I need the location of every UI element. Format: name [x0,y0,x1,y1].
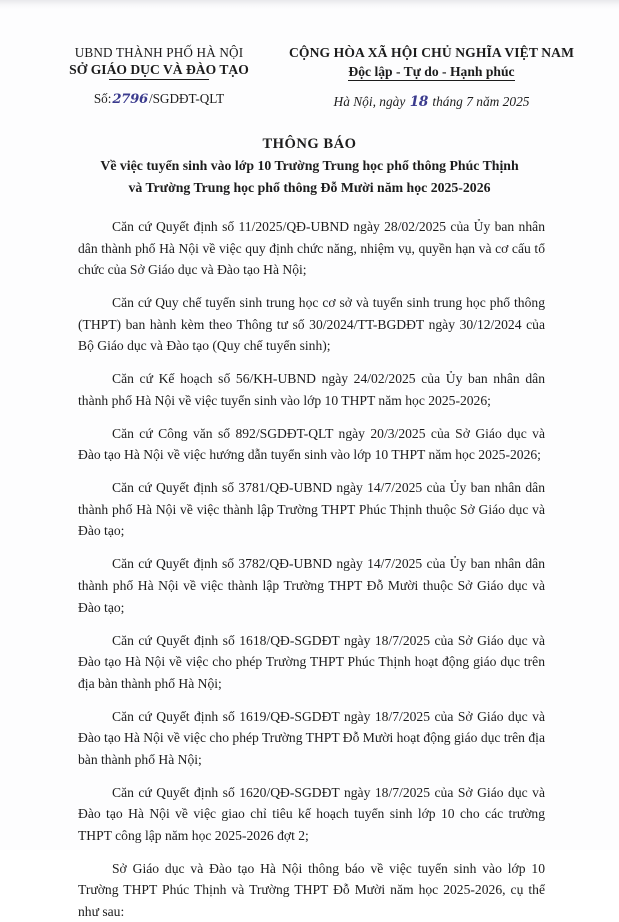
document-type-title: THÔNG BÁO [262,135,357,152]
body-paragraph: Căn cứ Quy chế tuyển sinh trung học cơ sở và tuyển sinh trung học phổ thông (THPT) ban hành kèm theo Thông tư số 30/2024/TT-BGDĐT ngày 30/12/2024 của Bộ Giáo dục và Đào tạo (Quy chế tuyển sinh); [78,295,545,354]
document-body [0,216,619,922]
department-name: SỞ GIÁO DỤC VÀ ĐÀO TẠO [69,62,249,78]
body-paragraph: Căn cứ Kế hoạch số 56/KH-UBND ngày 24/02/2025 của Ủy ban nhân dân thành phố Hà Nội về việc tuyển sinh vào lớp 10 THPT năm học 2025-2026; [78,371,545,408]
document-subject-line-1: Về việc tuyển sinh vào lớp 10 Trường Trung học phổ thông Phúc Thịnh [100,158,519,174]
body-paragraph: Căn cứ Quyết định số 3781/QĐ-UBND ngày 14/7/2025 của Ủy ban nhân dân thành phố Hà Nội về việc thành lập Trường THPT Phúc Thịnh thuộc Sở Giáo dục và Đào tạo; [78,480,545,539]
body-paragraph: Sở Giáo dục và Đào tạo Hà Nội thông báo về việc tuyển sinh vào lớp 10 Trường THPT Phúc Thịnh và Trường THPT Đỗ Mười năm học 2025-2026, cụ thể như sau: [78,860,545,919]
body-paragraph: Căn cứ Quyết định số 1620/QĐ-SGDĐT ngày 18/7/2025 của Sở Giáo dục và Đào tạo Hà Nội về việc giao chỉ tiêu kế hoạch tuyển sinh lớp 10 cho các trường THPT công lập năm học 2025-2026 đợt 2; [78,784,545,843]
body-paragraph: Căn cứ Quyết định số 3782/QĐ-UBND ngày 14/7/2025 của Ủy ban nhân dân thành phố Hà Nội về việc thành lập Trường THPT Đỗ Mười thuộc Sở Giáo dục và Đào tạo; [78,556,545,615]
place-and-date-line [284,94,579,110]
document-number-line [40,91,278,107]
body-paragraph: Căn cứ Công văn số 892/SGDĐT-QLT ngày 20/3/2025 của Sở Giáo dục và Đào tạo Hà Nội về việc hướng dẫn tuyển sinh vào lớp 10 THPT năm học 2025-2026; [78,425,545,463]
body-paragraph: Căn cứ Quyết định số 1619/QĐ-SGDĐT ngày 18/7/2025 của Sở Giáo dục và Đào tạo Hà Nội về việc cho phép Trường THPT Đỗ Mười hoạt động giáo dục trên địa bàn thành phố Hà Nội; [78,708,545,767]
issuing-authority-block [40,44,278,107]
document-header [0,0,619,110]
body-paragraph: Căn cứ Quyết định số 11/2025/QĐ-UBND ngày 28/02/2025 của Ủy ban nhân dân thành phố Hà Nội về việc quy định chức năng, nhiệm vụ, quyền hạn và cơ cấu tổ chức của Sở Giáo dục và Đào tạo Hà Nội; [78,219,545,278]
document-number-value: 2796 [112,92,148,108]
document-title-block [0,134,619,199]
issue-day-value: 18 [409,93,429,110]
parent-authority-name: UBND THÀNH PHỐ HÀ NỘI [74,45,244,60]
place-date-prefix: Hà Nội, ngày [333,93,406,109]
national-motto: Độc lập - Tự do - Hạnh phúc [348,62,514,81]
document-subject-line-2: và Trường Trung học phổ thông Đỗ Mười năm học 2025-2026 [128,180,491,196]
country-name: CỘNG HÒA XÃ HỘI CHỦ NGHĨA VIỆT NAM [289,45,574,60]
body-paragraph: Căn cứ Quyết định số 1618/QĐ-SGDĐT ngày 18/7/2025 của Sở Giáo dục và Đào tạo Hà Nội về việc cho phép Trường THPT Phúc Thịnh hoạt động giáo dục trên địa bàn thành phố Hà Nội; [78,632,545,691]
document-number-label: Số: [93,91,112,107]
document-number-suffix: /SGDĐT-QLT [148,91,225,107]
national-heading-block [278,44,579,110]
issue-month-year: tháng 7 năm 2025 [432,93,530,109]
